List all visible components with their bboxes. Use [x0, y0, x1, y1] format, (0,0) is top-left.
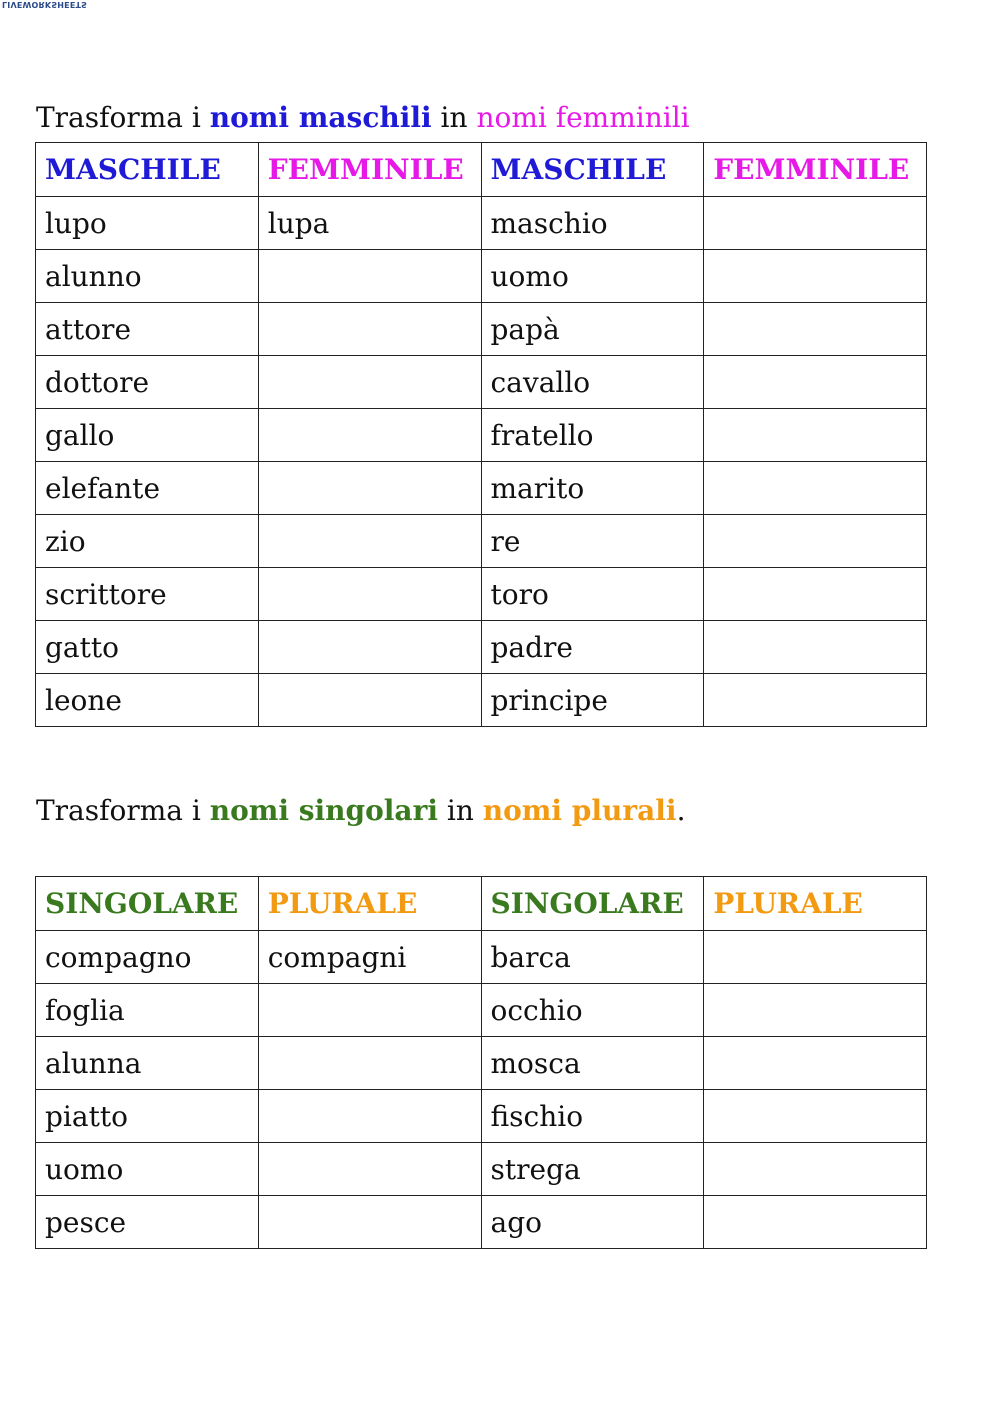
word-cell: fischio: [481, 1090, 704, 1143]
word-cell: papà: [481, 303, 704, 356]
table-row: [36, 356, 927, 409]
word-cell: principe: [481, 674, 704, 727]
answer-cell[interactable]: [258, 621, 481, 674]
word-cell: uomo: [481, 250, 704, 303]
answer-cell[interactable]: [258, 356, 481, 409]
table-row: [36, 303, 927, 356]
header-femminile-2: FEMMINILE: [704, 143, 927, 197]
table-row: [36, 1090, 927, 1143]
word-cell: uomo: [36, 1143, 259, 1196]
table-row: [36, 1037, 927, 1090]
answer-cell[interactable]: [704, 250, 927, 303]
word-cell: alunno: [36, 250, 259, 303]
instruction-suffix: .: [676, 794, 686, 827]
instruction-highlight-feminine: nomi femminili: [476, 101, 690, 134]
header-singolare-1: SINGOLARE: [36, 877, 259, 931]
answer-cell[interactable]: [258, 303, 481, 356]
answer-cell[interactable]: [704, 462, 927, 515]
header-maschile-2: MASCHILE: [481, 143, 704, 197]
word-cell: scrittore: [36, 568, 259, 621]
table-row: [36, 621, 927, 674]
word-cell: dottore: [36, 356, 259, 409]
answer-cell[interactable]: [704, 409, 927, 462]
answer-cell[interactable]: [704, 984, 927, 1037]
word-cell: attore: [36, 303, 259, 356]
table-row: [36, 568, 927, 621]
word-cell: occhio: [481, 984, 704, 1037]
table-row: [36, 515, 927, 568]
header-singolare-2: SINGOLARE: [481, 877, 704, 931]
word-cell: mosca: [481, 1037, 704, 1090]
number-table: [35, 876, 927, 1249]
table-row: [36, 1143, 927, 1196]
word-cell: padre: [481, 621, 704, 674]
word-cell: marito: [481, 462, 704, 515]
answer-cell[interactable]: [258, 409, 481, 462]
table-row: [36, 462, 927, 515]
liveworksheets-logo: LIVEWORKSHEETS: [2, 0, 88, 9]
table-row: [36, 674, 927, 727]
table-row: [36, 250, 927, 303]
answer-cell[interactable]: [704, 674, 927, 727]
word-cell: barca: [481, 931, 704, 984]
answer-cell[interactable]: [258, 674, 481, 727]
header-femminile-1: FEMMINILE: [258, 143, 481, 197]
word-cell: gallo: [36, 409, 259, 462]
answer-cell[interactable]: [258, 984, 481, 1037]
table-row: [36, 1196, 927, 1249]
answer-cell[interactable]: [258, 515, 481, 568]
table-row: [36, 197, 927, 250]
answer-cell[interactable]: lupa: [258, 197, 481, 250]
word-cell: alunna: [36, 1037, 259, 1090]
table-row: [36, 931, 927, 984]
word-cell: cavallo: [481, 356, 704, 409]
word-cell: fratello: [481, 409, 704, 462]
answer-cell[interactable]: [258, 250, 481, 303]
answer-cell[interactable]: [258, 462, 481, 515]
word-cell: gatto: [36, 621, 259, 674]
instruction-number: [36, 794, 685, 828]
answer-cell[interactable]: [704, 303, 927, 356]
answer-cell[interactable]: [258, 1196, 481, 1249]
answer-cell[interactable]: [704, 1143, 927, 1196]
instruction-highlight-plural: nomi plurali: [482, 794, 677, 827]
answer-cell[interactable]: [704, 197, 927, 250]
table-row: [36, 984, 927, 1037]
answer-cell[interactable]: [704, 356, 927, 409]
word-cell: elefante: [36, 462, 259, 515]
word-cell: maschio: [481, 197, 704, 250]
answer-cell[interactable]: [258, 1143, 481, 1196]
instruction-prefix: Trasforma i: [36, 794, 210, 827]
instruction-middle: in: [431, 101, 477, 134]
word-cell: re: [481, 515, 704, 568]
answer-cell[interactable]: [258, 1037, 481, 1090]
answer-cell[interactable]: [704, 931, 927, 984]
number-table-header-row: [36, 877, 927, 931]
word-cell: pesce: [36, 1196, 259, 1249]
answer-cell[interactable]: [258, 1090, 481, 1143]
word-cell: compagno: [36, 931, 259, 984]
instruction-prefix: Trasforma i: [36, 101, 210, 134]
word-cell: piatto: [36, 1090, 259, 1143]
answer-cell[interactable]: compagni: [258, 931, 481, 984]
answer-cell[interactable]: [704, 568, 927, 621]
answer-cell[interactable]: [704, 1090, 927, 1143]
answer-cell[interactable]: [704, 1037, 927, 1090]
instruction-highlight-singular: nomi singolari: [209, 794, 438, 827]
answer-cell[interactable]: [704, 1196, 927, 1249]
header-maschile-1: MASCHILE: [36, 143, 259, 197]
word-cell: lupo: [36, 197, 259, 250]
word-cell: ago: [481, 1196, 704, 1249]
word-cell: zio: [36, 515, 259, 568]
answer-cell[interactable]: [704, 621, 927, 674]
answer-cell[interactable]: [258, 568, 481, 621]
table-row: [36, 409, 927, 462]
gender-table: [35, 142, 927, 727]
instruction-middle: in: [437, 794, 483, 827]
word-cell: leone: [36, 674, 259, 727]
instruction-gender: [36, 101, 690, 135]
word-cell: toro: [481, 568, 704, 621]
answer-cell[interactable]: [704, 515, 927, 568]
instruction-highlight-masculine: nomi maschili: [209, 101, 432, 134]
gender-table-header-row: [36, 143, 927, 197]
word-cell: foglia: [36, 984, 259, 1037]
header-plurale-2: PLURALE: [704, 877, 927, 931]
header-plurale-1: PLURALE: [258, 877, 481, 931]
word-cell: strega: [481, 1143, 704, 1196]
